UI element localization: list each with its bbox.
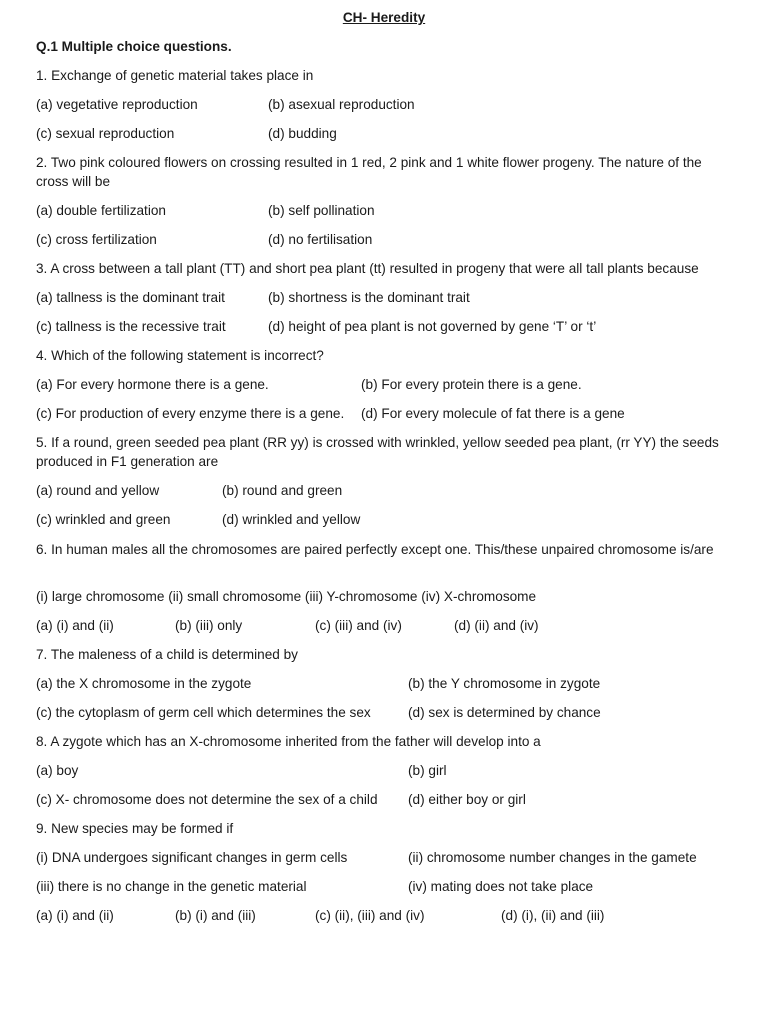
question-3-stem: 3. A cross between a tall plant (TT) and short pea plant (tt) resulted in progeny that were all tall plants because	[36, 261, 699, 276]
page-title: CH- Heredity	[342, 10, 426, 25]
section-heading: Q.1 Multiple choice questions.	[36, 39, 232, 54]
question-9-option-a: (a) (i) and (ii)	[36, 908, 114, 923]
question-8-stem: 8. A zygote which has an X-chromosome inherited from the father will develop into a	[36, 734, 541, 749]
question-2-option-c: (c) cross fertilization	[36, 232, 157, 247]
question-9-stem: 9. New species may be formed if	[36, 821, 234, 836]
question-3-option-d: (d) height of pea plant is not governed by gene ‘T’ or ‘t’	[268, 319, 597, 334]
question-6-option-c: (c) (iii) and (iv)	[315, 618, 402, 633]
question-8-option-c: (c) X- chromosome does not determine the sex of a child	[36, 792, 378, 807]
question-9-item-ii: (ii) chromosome number changes in the gamete	[408, 850, 697, 865]
question-9-option-d: (d) (i), (ii) and (iii)	[501, 908, 605, 923]
question-8-option-d: (d) either boy or girl	[408, 792, 526, 807]
question-6-option-d: (d) (ii) and (iv)	[454, 618, 539, 633]
question-6-items: (i) large chromosome (ii) small chromosome (iii) Y-chromosome (iv) X-chromosome	[36, 589, 537, 604]
question-1-option-a: (a) vegetative reproduction	[36, 97, 198, 112]
question-3-option-b: (b) shortness is the dominant trait	[268, 290, 470, 305]
question-1-option-d: (d) budding	[268, 126, 337, 141]
question-8-option-a: (a) boy	[36, 763, 79, 778]
question-1-stem: 1. Exchange of genetic material takes place in	[36, 68, 314, 83]
question-6-stem: 6. In human males all the chromosomes are paired perfectly except one. This/these unpaired chromosome is/are	[36, 542, 714, 557]
question-6-option-b: (b) (iii) only	[175, 618, 243, 633]
question-5-option-b: (b) round and green	[222, 483, 343, 498]
question-4-option-b: (b) For every protein there is a gene.	[361, 377, 582, 392]
question-9-option-b: (b) (i) and (iii)	[175, 908, 256, 923]
question-2-option-d: (d) no fertilisation	[268, 232, 373, 247]
question-4-option-a: (a) For every hormone there is a gene.	[36, 377, 269, 392]
question-6-option-a: (a) (i) and (ii)	[36, 618, 114, 633]
question-3-option-a: (a) tallness is the dominant trait	[36, 290, 225, 305]
question-2-option-b: (b) self pollination	[268, 203, 375, 218]
question-2-option-a: (a) double fertilization	[36, 203, 166, 218]
question-7-option-d: (d) sex is determined by chance	[408, 705, 601, 720]
question-5-option-d: (d) wrinkled and yellow	[222, 512, 361, 527]
question-5-option-c: (c) wrinkled and green	[36, 512, 171, 527]
question-9-item-iv: (iv) mating does not take place	[408, 879, 594, 894]
question-4-option-d: (d) For every molecule of fat there is a gene	[361, 406, 625, 421]
question-8-option-b: (b) girl	[408, 763, 447, 778]
question-4-option-c: (c) For production of every enzyme there is a gene.	[36, 406, 345, 421]
question-2-stem: 2. Two pink coloured flowers on crossing resulted in 1 red, 2 pink and 1 white flower progeny. The nature of the cross will be	[36, 155, 702, 189]
question-9-option-c: (c) (ii), (iii) and (iv)	[315, 908, 425, 923]
question-7-option-a: (a) the X chromosome in the zygote	[36, 676, 252, 691]
question-7-option-b: (b) the Y chromosome in zygote	[408, 676, 601, 691]
question-5-option-a: (a) round and yellow	[36, 483, 160, 498]
question-9-item-iii: (iii) there is no change in the genetic material	[36, 879, 307, 894]
question-5-stem: 5. If a round, green seeded pea plant (RR yy) is crossed with wrinkled, yellow seeded pea plant, (rr YY) the seeds produced in F1 generation are	[36, 435, 719, 469]
question-1-option-b: (b) asexual reproduction	[268, 97, 415, 112]
question-1-option-c: (c) sexual reproduction	[36, 126, 175, 141]
question-7-stem: 7. The maleness of a child is determined by	[36, 647, 298, 662]
question-4-stem: 4. Which of the following statement is incorrect?	[36, 348, 324, 363]
question-3-option-c: (c) tallness is the recessive trait	[36, 319, 226, 334]
question-9-item-i: (i) DNA undergoes significant changes in germ cells	[36, 850, 348, 865]
question-7-option-c: (c) the cytoplasm of germ cell which determines the sex	[36, 705, 371, 720]
